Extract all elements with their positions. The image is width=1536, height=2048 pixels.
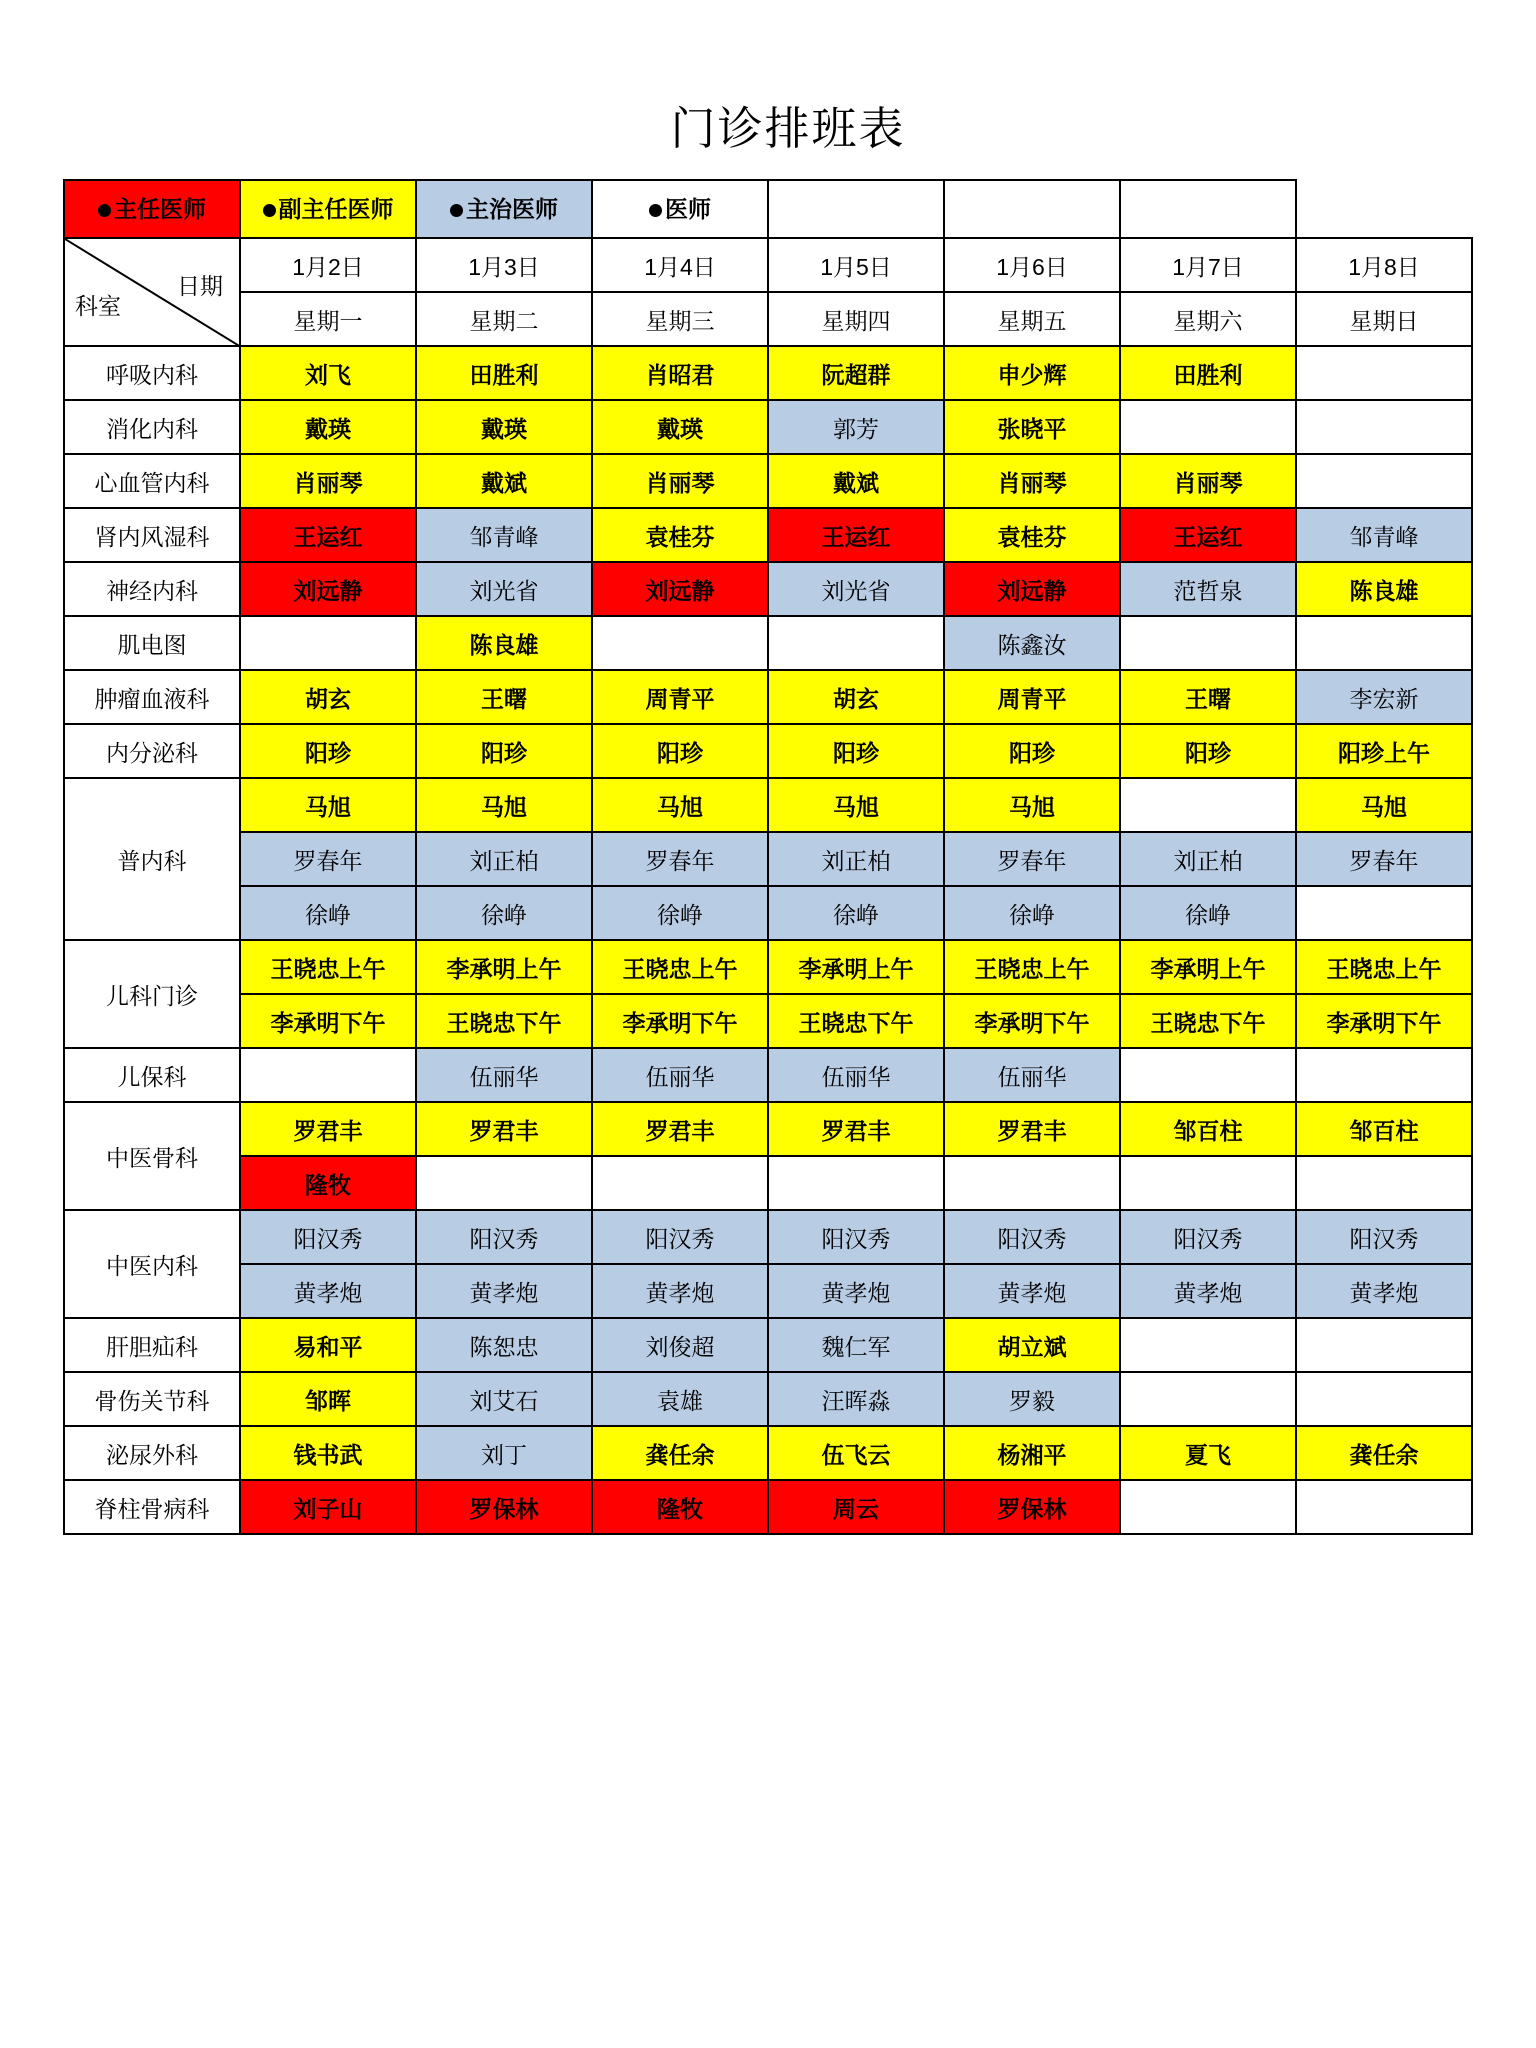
schedule-cell: 戴瑛 bbox=[592, 400, 768, 454]
schedule-cell: 邹青峰 bbox=[416, 508, 592, 562]
schedule-cell bbox=[1120, 1372, 1296, 1426]
schedule-cell bbox=[1120, 1048, 1296, 1102]
schedule-cell: 罗保林 bbox=[416, 1480, 592, 1534]
schedule-cell bbox=[416, 1156, 592, 1210]
schedule-cell bbox=[240, 616, 416, 670]
schedule-cell: 王晓忠下午 bbox=[768, 994, 944, 1048]
legend-empty-2 bbox=[1120, 180, 1296, 238]
department-label: 肌电图 bbox=[64, 616, 240, 670]
table-row bbox=[64, 1318, 1472, 1372]
schedule-cell: 刘远静 bbox=[944, 562, 1120, 616]
schedule-cell bbox=[1120, 1318, 1296, 1372]
schedule-cell: 杨湘平 bbox=[944, 1426, 1120, 1480]
schedule-cell bbox=[1296, 1156, 1472, 1210]
schedule-cell bbox=[1296, 886, 1472, 940]
schedule-cell: 王晓忠上午 bbox=[592, 940, 768, 994]
schedule-cell: 李承明下午 bbox=[592, 994, 768, 1048]
schedule-cell: 阳珍 bbox=[240, 724, 416, 778]
department-label: 肝胆疝科 bbox=[64, 1318, 240, 1372]
bullet-icon bbox=[263, 204, 276, 217]
weekday-header-0: 星期一 bbox=[240, 292, 416, 346]
legend-label: 主任医师 bbox=[114, 195, 206, 222]
legend-item-2 bbox=[416, 180, 592, 238]
schedule-cell bbox=[1296, 1048, 1472, 1102]
schedule-cell: 徐峥 bbox=[416, 886, 592, 940]
table-row bbox=[64, 346, 1472, 400]
corner-date-label: 日期 bbox=[177, 273, 223, 299]
schedule-cell: 徐峥 bbox=[1120, 886, 1296, 940]
schedule-cell: 肖丽琴 bbox=[240, 454, 416, 508]
table-row bbox=[64, 508, 1472, 562]
table-row bbox=[64, 940, 1472, 994]
department-label: 内分泌科 bbox=[64, 724, 240, 778]
schedule-cell bbox=[768, 1156, 944, 1210]
schedule-cell: 张晓平 bbox=[944, 400, 1120, 454]
table-row bbox=[64, 1480, 1472, 1534]
schedule-cell: 肖丽琴 bbox=[592, 454, 768, 508]
schedule-cell: 罗毅 bbox=[944, 1372, 1120, 1426]
schedule-cell: 郭芳 bbox=[768, 400, 944, 454]
schedule-cell bbox=[240, 1048, 416, 1102]
table-row bbox=[64, 1264, 1472, 1318]
schedule-cell: 王运红 bbox=[768, 508, 944, 562]
schedule-cell: 邹百柱 bbox=[1296, 1102, 1472, 1156]
department-label: 儿保科 bbox=[64, 1048, 240, 1102]
schedule-cell bbox=[592, 1156, 768, 1210]
legend-item-1 bbox=[240, 180, 416, 238]
schedule-cell: 王曙 bbox=[416, 670, 592, 724]
date-header-6: 1月8日 bbox=[1296, 238, 1472, 292]
schedule-cell: 黄孝炮 bbox=[1120, 1264, 1296, 1318]
legend-item-3 bbox=[592, 180, 768, 238]
schedule-cell: 戴瑛 bbox=[416, 400, 592, 454]
schedule-cell bbox=[1296, 1480, 1472, 1534]
schedule-cell: 刘正柏 bbox=[416, 832, 592, 886]
bullet-icon bbox=[649, 204, 662, 217]
schedule-cell: 刘光省 bbox=[416, 562, 592, 616]
schedule-cell: 阳珍上午 bbox=[1296, 724, 1472, 778]
table-row bbox=[64, 400, 1472, 454]
schedule-cell: 罗君丰 bbox=[944, 1102, 1120, 1156]
schedule-cell: 伍飞云 bbox=[768, 1426, 944, 1480]
schedule-cell: 陈良雄 bbox=[416, 616, 592, 670]
schedule-cell: 马旭 bbox=[768, 778, 944, 832]
date-header-2: 1月4日 bbox=[592, 238, 768, 292]
date-header-5: 1月7日 bbox=[1120, 238, 1296, 292]
date-header-1: 1月3日 bbox=[416, 238, 592, 292]
schedule-cell: 阳珍 bbox=[416, 724, 592, 778]
weekday-header-2: 星期三 bbox=[592, 292, 768, 346]
schedule-cell: 阳汉秀 bbox=[416, 1210, 592, 1264]
schedule-cell: 邹晖 bbox=[240, 1372, 416, 1426]
schedule-cell: 黄孝炮 bbox=[768, 1264, 944, 1318]
schedule-cell: 田胜利 bbox=[416, 346, 592, 400]
schedule-cell: 李承明下午 bbox=[240, 994, 416, 1048]
schedule-cell: 罗君丰 bbox=[416, 1102, 592, 1156]
schedule-cell: 阮超群 bbox=[768, 346, 944, 400]
schedule-cell: 黄孝炮 bbox=[944, 1264, 1120, 1318]
weekday-header-6: 星期日 bbox=[1296, 292, 1472, 346]
schedule-cell: 邹青峰 bbox=[1296, 508, 1472, 562]
schedule-cell: 徐峥 bbox=[768, 886, 944, 940]
schedule-cell: 刘远静 bbox=[592, 562, 768, 616]
schedule-cell: 胡玄 bbox=[768, 670, 944, 724]
schedule-cell: 伍丽华 bbox=[416, 1048, 592, 1102]
schedule-cell: 周云 bbox=[768, 1480, 944, 1534]
schedule-cell: 周青平 bbox=[592, 670, 768, 724]
schedule-cell: 徐峥 bbox=[240, 886, 416, 940]
schedule-cell: 戴瑛 bbox=[240, 400, 416, 454]
department-label: 神经内科 bbox=[64, 562, 240, 616]
table-row bbox=[64, 1372, 1472, 1426]
schedule-cell bbox=[1120, 616, 1296, 670]
schedule-cell: 阳珍 bbox=[944, 724, 1120, 778]
schedule-cell: 陈鑫汝 bbox=[944, 616, 1120, 670]
schedule-cell: 罗君丰 bbox=[768, 1102, 944, 1156]
schedule-cell: 陈良雄 bbox=[1296, 562, 1472, 616]
department-label: 脊柱骨病科 bbox=[64, 1480, 240, 1534]
date-header-3: 1月5日 bbox=[768, 238, 944, 292]
table-row bbox=[64, 1426, 1472, 1480]
schedule-cell: 刘丁 bbox=[416, 1426, 592, 1480]
table-row bbox=[64, 724, 1472, 778]
schedule-cell: 罗君丰 bbox=[240, 1102, 416, 1156]
schedule-cell: 刘飞 bbox=[240, 346, 416, 400]
schedule-cell: 袁桂芬 bbox=[592, 508, 768, 562]
schedule-cell: 龚任余 bbox=[592, 1426, 768, 1480]
schedule-cell: 田胜利 bbox=[1120, 346, 1296, 400]
schedule-cell: 罗春年 bbox=[944, 832, 1120, 886]
department-label: 呼吸内科 bbox=[64, 346, 240, 400]
schedule-cell bbox=[1120, 1480, 1296, 1534]
schedule-cell: 魏仁军 bbox=[768, 1318, 944, 1372]
table-row bbox=[64, 562, 1472, 616]
bullet-icon bbox=[450, 204, 463, 217]
schedule-cell bbox=[1120, 778, 1296, 832]
schedule-cell: 夏飞 bbox=[1120, 1426, 1296, 1480]
table-row bbox=[64, 1156, 1472, 1210]
schedule-cell: 周青平 bbox=[944, 670, 1120, 724]
schedule-cell: 黄孝炮 bbox=[240, 1264, 416, 1318]
schedule-cell: 阳珍 bbox=[1120, 724, 1296, 778]
schedule-cell: 王晓忠上午 bbox=[240, 940, 416, 994]
table-row bbox=[64, 454, 1472, 508]
schedule-cell: 阳汉秀 bbox=[240, 1210, 416, 1264]
schedule-cell bbox=[1296, 400, 1472, 454]
date-header-0: 1月2日 bbox=[240, 238, 416, 292]
schedule-cell: 龚任余 bbox=[1296, 1426, 1472, 1480]
schedule-cell: 阳汉秀 bbox=[768, 1210, 944, 1264]
legend-row bbox=[64, 180, 1472, 238]
schedule-cell bbox=[1296, 616, 1472, 670]
table-row bbox=[64, 886, 1472, 940]
schedule-cell: 肖丽琴 bbox=[1120, 454, 1296, 508]
schedule-cell: 肖丽琴 bbox=[944, 454, 1120, 508]
schedule-cell: 阳汉秀 bbox=[944, 1210, 1120, 1264]
weekday-header-1: 星期二 bbox=[416, 292, 592, 346]
schedule-cell: 李承明上午 bbox=[768, 940, 944, 994]
schedule-cell: 隆牧 bbox=[592, 1480, 768, 1534]
schedule-cell: 黄孝炮 bbox=[1296, 1264, 1472, 1318]
schedule-table bbox=[63, 179, 1473, 1535]
department-label: 心血管内科 bbox=[64, 454, 240, 508]
table-row bbox=[64, 1210, 1472, 1264]
schedule-cell bbox=[1296, 346, 1472, 400]
department-label: 中医骨科 bbox=[64, 1102, 240, 1210]
legend-empty-0 bbox=[768, 180, 944, 238]
schedule-cell: 范哲泉 bbox=[1120, 562, 1296, 616]
schedule-cell: 罗春年 bbox=[592, 832, 768, 886]
schedule-cell: 徐峥 bbox=[592, 886, 768, 940]
table-row bbox=[64, 616, 1472, 670]
schedule-cell: 伍丽华 bbox=[944, 1048, 1120, 1102]
schedule-cell: 罗春年 bbox=[240, 832, 416, 886]
date-header-4: 1月6日 bbox=[944, 238, 1120, 292]
schedule-cell: 申少辉 bbox=[944, 346, 1120, 400]
schedule-cell: 阳汉秀 bbox=[592, 1210, 768, 1264]
schedule-cell: 刘俊超 bbox=[592, 1318, 768, 1372]
schedule-cell: 李承明上午 bbox=[416, 940, 592, 994]
schedule-cell: 王运红 bbox=[1120, 508, 1296, 562]
schedule-cell: 汪晖淼 bbox=[768, 1372, 944, 1426]
bullet-icon bbox=[98, 204, 111, 217]
schedule-cell: 刘子山 bbox=[240, 1480, 416, 1534]
schedule-cell: 李承明上午 bbox=[1120, 940, 1296, 994]
schedule-cell: 刘正柏 bbox=[1120, 832, 1296, 886]
schedule-cell: 阳汉秀 bbox=[1296, 1210, 1472, 1264]
weekday-header-5: 星期六 bbox=[1120, 292, 1296, 346]
schedule-cell: 刘艾石 bbox=[416, 1372, 592, 1426]
department-label: 肾内风湿科 bbox=[64, 508, 240, 562]
table-row bbox=[64, 832, 1472, 886]
schedule-cell: 马旭 bbox=[240, 778, 416, 832]
legend-empty-1 bbox=[944, 180, 1120, 238]
schedule-cell: 马旭 bbox=[416, 778, 592, 832]
schedule-cell: 阳珍 bbox=[592, 724, 768, 778]
date-row bbox=[64, 238, 1472, 292]
department-label: 普内科 bbox=[64, 778, 240, 940]
schedule-cell: 戴斌 bbox=[768, 454, 944, 508]
department-label: 消化内科 bbox=[64, 400, 240, 454]
weekday-header-4: 星期五 bbox=[944, 292, 1120, 346]
department-label: 中医内科 bbox=[64, 1210, 240, 1318]
table-row bbox=[64, 670, 1472, 724]
schedule-cell: 胡立斌 bbox=[944, 1318, 1120, 1372]
schedule-cell: 邹百柱 bbox=[1120, 1102, 1296, 1156]
weekday-row bbox=[64, 292, 1472, 346]
schedule-cell: 王运红 bbox=[240, 508, 416, 562]
corner-header bbox=[64, 238, 240, 346]
legend-label: 主治医师 bbox=[466, 195, 558, 222]
schedule-cell: 罗保林 bbox=[944, 1480, 1120, 1534]
legend-label: 医师 bbox=[665, 195, 711, 222]
schedule-cell: 刘光省 bbox=[768, 562, 944, 616]
schedule-cell: 王曙 bbox=[1120, 670, 1296, 724]
schedule-cell: 阳珍 bbox=[768, 724, 944, 778]
schedule-cell: 罗君丰 bbox=[592, 1102, 768, 1156]
schedule-cell: 阳汉秀 bbox=[1120, 1210, 1296, 1264]
schedule-cell bbox=[1120, 400, 1296, 454]
legend-label: 副主任医师 bbox=[278, 195, 394, 222]
table-row bbox=[64, 1048, 1472, 1102]
table-row bbox=[64, 778, 1472, 832]
legend-item-0 bbox=[64, 180, 240, 238]
schedule-cell: 马旭 bbox=[592, 778, 768, 832]
department-label: 肿瘤血液科 bbox=[64, 670, 240, 724]
schedule-cell bbox=[1296, 1318, 1472, 1372]
department-label: 骨伤关节科 bbox=[64, 1372, 240, 1426]
schedule-cell: 隆牧 bbox=[240, 1156, 416, 1210]
schedule-cell: 李宏新 bbox=[1296, 670, 1472, 724]
schedule-cell: 伍丽华 bbox=[592, 1048, 768, 1102]
department-label: 泌尿外科 bbox=[64, 1426, 240, 1480]
schedule-cell bbox=[1296, 1372, 1472, 1426]
corner-dept-label: 科室 bbox=[75, 293, 121, 319]
schedule-cell: 王晓忠上午 bbox=[1296, 940, 1472, 994]
schedule-cell: 徐峥 bbox=[944, 886, 1120, 940]
schedule-cell: 王晓忠下午 bbox=[416, 994, 592, 1048]
schedule-cell: 黄孝炮 bbox=[592, 1264, 768, 1318]
schedule-cell: 罗春年 bbox=[1296, 832, 1472, 886]
schedule-cell: 王晓忠下午 bbox=[1120, 994, 1296, 1048]
table-row bbox=[64, 994, 1472, 1048]
department-label: 儿科门诊 bbox=[64, 940, 240, 1048]
schedule-cell: 钱书武 bbox=[240, 1426, 416, 1480]
schedule-cell: 胡玄 bbox=[240, 670, 416, 724]
schedule-cell: 袁桂芬 bbox=[944, 508, 1120, 562]
schedule-cell: 袁雄 bbox=[592, 1372, 768, 1426]
page-title: 门诊排班表 bbox=[670, 104, 906, 154]
schedule-cell: 李承明下午 bbox=[944, 994, 1120, 1048]
schedule-cell: 马旭 bbox=[944, 778, 1120, 832]
schedule-cell: 黄孝炮 bbox=[416, 1264, 592, 1318]
schedule-cell bbox=[944, 1156, 1120, 1210]
table-row bbox=[64, 1102, 1472, 1156]
schedule-cell bbox=[768, 616, 944, 670]
weekday-header-3: 星期四 bbox=[768, 292, 944, 346]
schedule-cell bbox=[1120, 1156, 1296, 1210]
schedule-cell: 陈恕忠 bbox=[416, 1318, 592, 1372]
schedule-cell: 肖昭君 bbox=[592, 346, 768, 400]
schedule-cell: 戴斌 bbox=[416, 454, 592, 508]
schedule-cell bbox=[592, 616, 768, 670]
schedule-cell: 李承明下午 bbox=[1296, 994, 1472, 1048]
schedule-cell: 伍丽华 bbox=[768, 1048, 944, 1102]
schedule-cell: 王晓忠上午 bbox=[944, 940, 1120, 994]
schedule-cell: 刘远静 bbox=[240, 562, 416, 616]
schedule-cell bbox=[1296, 454, 1472, 508]
schedule-cell: 刘正柏 bbox=[768, 832, 944, 886]
schedule-cell: 易和平 bbox=[240, 1318, 416, 1372]
schedule-cell: 马旭 bbox=[1296, 778, 1472, 832]
